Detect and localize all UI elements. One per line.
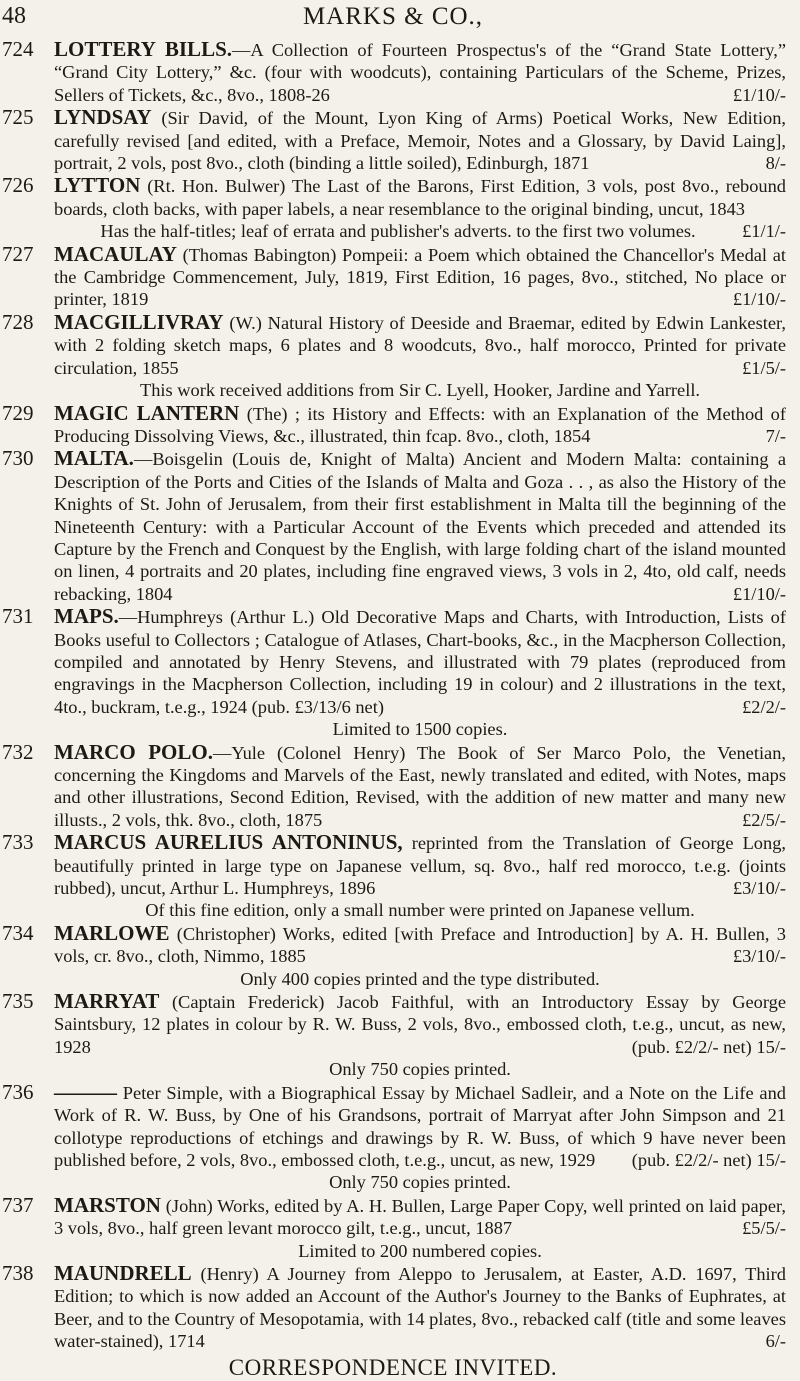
- entry-price: £2/2/-: [742, 696, 786, 717]
- entry-body: [54, 1262, 786, 1353]
- entry-body: [54, 38, 786, 106]
- entry-number: 735: [2, 989, 34, 1014]
- page-header: [0, 0, 786, 38]
- entry-price: £1/10/-: [732, 84, 786, 105]
- entry-heading: MAGIC LANTERN: [54, 400, 240, 425]
- entry-price: £3/10/-: [732, 878, 786, 899]
- entry-heading: MALTA.: [54, 446, 134, 471]
- entry-price: £5/5/-: [742, 1218, 786, 1239]
- entry-number: 736: [2, 1079, 34, 1104]
- entry-note: Has the half-titles; leaf of errata and publisher's adverts. to the first two volumes.: [100, 221, 696, 242]
- catalogue-entry: [0, 922, 786, 990]
- entry-body: [54, 402, 786, 448]
- entry-price: 6/-: [765, 1331, 786, 1352]
- entry-text: (The) ; its History and Effects: with an Explanation of the Method of Producing Dissolving Views, &c., illustrated, thin fcap. 8vo., cloth, 1854: [54, 403, 786, 446]
- entry-text: (Sir David, of the Mount, Lyon King of Arms) Poetical Works, New Edition, carefully revised [and edited, with a Preface, Memoir, Notes and a Glossary, by David Laing], portrait, 2 vols, post 8vo., cloth (binding a little soiled), Edinburgh, 1871: [54, 108, 786, 174]
- entry-price: £1/5/-: [742, 357, 786, 378]
- catalogue-entry: [0, 1194, 786, 1262]
- entry-number: 724: [2, 37, 34, 61]
- catalogue-entry: [0, 243, 786, 311]
- entry-text: —A Collection of Fourteen Prospectus's of the “Grand State Lottery,” “Grand City Lottery,” &c. (four with woodcuts), containing Particulars of the Scheme, Prizes, Sellers of Tickets, &c., 8vo., 1808-26: [54, 40, 786, 105]
- entry-number: 726: [2, 173, 34, 198]
- entry-heading: LOTTERY BILLS.: [54, 37, 233, 61]
- entry-text: (Rt. Hon. Bulwer) The Last of the Barons, First Edition, 3 vols, post 8vo., rebound boards, cloth backs, with paper labels, a near resemblance to the original binding, uncut, 1843: [54, 176, 786, 219]
- entry-heading: MARLOWE: [54, 920, 170, 945]
- catalogue-entry: [0, 38, 786, 106]
- entry-price: (pub. £2/2/- net) 15/-: [631, 1036, 786, 1057]
- catalogue-entry: [0, 447, 786, 605]
- page-footer: CORRESPONDENCE INVITED.: [228, 1354, 558, 1380]
- entry-heading: ———: [54, 1079, 117, 1104]
- catalogue-entry: [0, 106, 786, 174]
- entry-number: 733: [2, 830, 34, 855]
- entry-number: 725: [2, 105, 34, 130]
- entry-text: (W.) Natural History of Deeside and Braemar, edited by Edwin Lankester, with 2 folding sketch maps, 6 plates and 8 woodcuts, 8vo., half morocco, Printed for private circulation, 1855: [54, 312, 786, 378]
- entry-body: [54, 174, 786, 242]
- entry-heading: MARRYAT: [54, 989, 160, 1014]
- entry-text: reprinted from the Translation of George Long, beautifully printed in large type on Japanese vellum, sq. 8vo., half red morocco, t.e.g. (joints rubbed), uncut, Arthur L. Humphreys, 1896: [54, 833, 786, 899]
- catalogue-entry: [0, 402, 786, 448]
- entry-number: 738: [2, 1260, 34, 1285]
- entry-heading: MAPS.: [54, 604, 119, 629]
- catalogue-entry: [0, 990, 786, 1081]
- entry-text: —Humphreys (Arthur L.) Old Decorative Maps and Charts, with Introduction, Lists of Books useful to Collectors ; Catalogue of Atlases, Chart-books, &c., in the Macpherson Collection, compiled and annotated by Henry Stevens, and illustrated with 79 plates (reproduced from engravings in the Macpherson Collection, including 19 in colour) and 2 illustrations in the text, 4to., buckram, t.e.g., 1924 (pub. £3/13/6 net): [54, 607, 786, 717]
- entry-body: [54, 447, 786, 605]
- entry-number: 732: [2, 739, 34, 764]
- entry-text: —Boisgelin (Louis de, Knight of Malta) Ancient and Modern Malta: containing a Description of the Ports and Cities of the Islands of Malta and Goza . . , as also the History of the Knights of St. John of Jerusalem, from their first establishment in Malta till the beginning of the Nineteenth Century: with a Particular Account of the Events which preceded and attended its Capture by the French and Conquest by the English, with large folding chart of the island mounted on linen, 4 portraits and 20 plates, including fine engraved views, 3 vols in 2, 4to, old calf, needs rebacking, 1804: [54, 449, 786, 604]
- entry-note: Limited to 1500 copies.: [332, 719, 508, 740]
- entry-heading: LYNDSAY: [54, 105, 152, 130]
- entry-price: (pub. £2/2/- net) 15/-: [631, 1149, 786, 1170]
- entry-number: 730: [2, 446, 34, 471]
- entry-heading: MACGILLIVRAY: [54, 309, 224, 334]
- entry-text: (Christopher) Works, edited [with Preface and Introduction] by A. H. Bullen, 3 vols, cr. 8vo., cloth, Nimmo, 1885: [54, 923, 786, 967]
- entry-number: 734: [2, 920, 34, 945]
- entries-list: [0, 38, 786, 1353]
- entry-note: Only 400 copies printed and the type distributed.: [240, 968, 600, 989]
- entry-number: 731: [2, 604, 34, 629]
- entry-text: Peter Simple, with a Biographical Essay by Michael Sadleir, and a Note on the Life and Work of R. W. Buss, by One of his Grandsons, portrait of Marryat after John Simpson and 21 collotype reproductions of etchings and drawings by R. W. Buss, of which 9 have never been published before, 2 vols, 8vo., embossed cloth, t.e.g., uncut, as new, 1929: [54, 1082, 786, 1170]
- entry-body: [54, 990, 786, 1081]
- catalogue-entry: [0, 1081, 786, 1194]
- entry-body: [54, 1081, 786, 1194]
- entry-text: (Captain Frederick) Jacob Faithful, with an Introductory Essay by George Saintsbury, 12 plates in colour by R. W. Buss, 2 vols, 8vo., embossed cloth, t.e.g., uncut, as new, 1928: [54, 992, 787, 1057]
- running-title: MARKS & CO.,: [302, 3, 484, 30]
- entry-heading: MAUNDRELL: [54, 1260, 192, 1285]
- entry-text: (Henry) A Journey from Aleppo to Jerusalem, at Easter, A.D. 1697, Third Edition; to which is now added an Account of the Author's Journey to the Banks of Euphrates, at Beer, and to the Country of Mesopotamia, with 14 plates, 8vo., rebacked calf (title and some leaves water-stained), 1714: [54, 1263, 786, 1352]
- catalogue-entry: [0, 174, 786, 242]
- entry-body: [54, 1194, 786, 1262]
- entry-number: 737: [2, 1192, 34, 1217]
- entry-body: [54, 106, 786, 174]
- entry-price: £3/10/-: [732, 946, 786, 967]
- entry-heading: MARCUS AURELIUS ANTONINUS,: [54, 830, 403, 855]
- entry-heading: LYTTON: [54, 173, 141, 198]
- catalogue-entry: [0, 311, 786, 402]
- entry-text: (John) Works, edited by A. H. Bullen, Large Paper Copy, well printed on laid paper, 3 vols, 8vo., half green levant morocco gilt, t.e.g., uncut, 1887: [54, 1195, 786, 1239]
- entry-heading: MACAULAY: [54, 241, 177, 266]
- entry-note: This work received additions from Sir C. Lyell, Hooker, Jardine and Yarrell.: [139, 380, 701, 401]
- entry-heading: MARCO POLO.: [54, 739, 213, 764]
- entry-note: Of this fine edition, only a small number were printed on Japanese vellum.: [145, 900, 695, 921]
- entry-number: 728: [2, 309, 34, 334]
- page-number: 48: [2, 3, 26, 29]
- entry-price: £1/10/-: [732, 583, 786, 604]
- entry-number: 727: [2, 241, 34, 266]
- entry-text: (Thomas Babington) Pompeii: a Poem which obtained the Chancellor's Medal at the Cambridge Commencement, July, 1819, First Edition, 16 pages, 8vo., stitched, No place or printer, 1819: [54, 244, 786, 310]
- entry-price: 7/-: [765, 425, 786, 446]
- entry-note: Only 750 copies printed.: [329, 1172, 511, 1193]
- entry-body: [54, 605, 786, 740]
- entry-price: 8/-: [765, 153, 786, 174]
- entry-price: £1/1/-: [742, 221, 786, 242]
- entry-note: Only 750 copies printed.: [329, 1059, 511, 1080]
- entry-text: —Yule (Colonel Henry) The Book of Ser Marco Polo, the Venetian, concerning the Kingdoms and Marvels of the East, newly translated and edited, with Notes, maps and other illustrations, Second Edition, Revised, with the addition of new matter and many new illusts., 2 vols, thk. 8vo., cloth, 1875: [54, 742, 787, 830]
- entry-price: £1/10/-: [732, 289, 786, 310]
- catalogue-entry: [0, 831, 786, 922]
- entry-body: [54, 741, 786, 832]
- entry-number: 729: [2, 400, 34, 425]
- entry-price: £2/5/-: [742, 809, 786, 830]
- catalogue-entry: [0, 1262, 786, 1353]
- catalogue-entry: [0, 605, 786, 740]
- entry-body: [54, 243, 786, 311]
- catalogue-entry: [0, 741, 786, 832]
- entry-heading: MARSTON: [54, 1192, 161, 1217]
- entry-body: [54, 922, 786, 990]
- entry-note: Limited to 200 numbered copies.: [298, 1240, 542, 1261]
- entry-body: [54, 831, 786, 922]
- entry-body: [54, 311, 786, 402]
